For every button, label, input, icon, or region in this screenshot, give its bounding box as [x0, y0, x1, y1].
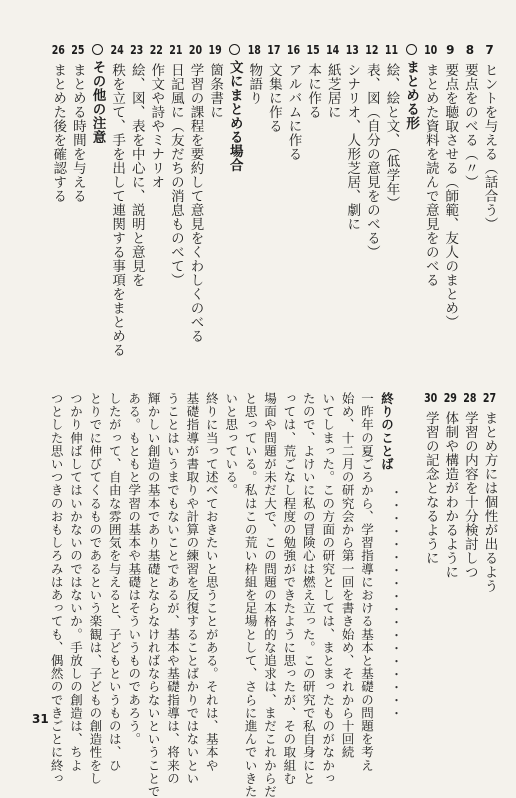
- item-number: 7: [485, 44, 494, 56]
- dotted-separator: ・・・・・・・・・・・・・・・・・・: [389, 486, 403, 720]
- outline-item: [149, 44, 163, 189]
- outline-item: [208, 44, 222, 119]
- afterword-line: つとした思いつきのおもしろみはあっても、偶然のできごとに終っ: [49, 392, 65, 785]
- outline-item: [423, 44, 437, 287]
- circle-bullet-icon: [92, 44, 103, 55]
- item-number: 14: [326, 44, 340, 56]
- outline-item: [286, 44, 300, 161]
- outline-item: [443, 392, 457, 579]
- item-number: 21: [169, 44, 183, 56]
- item-text: 絵、絵と文、（低学年）: [383, 63, 400, 211]
- item-text: 学習の記念となるように: [422, 411, 439, 565]
- item-text: まとめた後を確認する: [50, 63, 67, 203]
- item-number: 27: [482, 392, 497, 404]
- outline-item: [462, 392, 476, 579]
- outline-item: [462, 44, 476, 189]
- outline-item: [129, 44, 143, 287]
- afterword-line: 一昨年の夏ごろから、学習指導における基本と基礎の問題を考え: [359, 392, 375, 772]
- item-text: 作文や詩やミナリオ: [148, 63, 165, 189]
- afterword-title: 終りのことば: [379, 392, 395, 471]
- afterword-line: ある。もともと学習の基本や基礎はそういうものであろう。: [126, 392, 142, 746]
- item-number: 10: [424, 44, 438, 56]
- outline-item: [110, 44, 124, 357]
- afterword-line: とりでに伸びてくるものであるという楽観は、子どもの創造性をし: [87, 392, 103, 785]
- item-number: 28: [463, 392, 477, 404]
- item-text: まとめる形: [403, 60, 420, 130]
- outline-item: [51, 44, 65, 203]
- afterword-line: 輝かしい創造の基本であり基礎とならなければならないということで: [146, 392, 162, 798]
- afterword-line: いてしまった。この方面の研究としては、まとまったものがなかっ: [320, 392, 336, 785]
- item-number: 24: [110, 44, 124, 56]
- item-number: 16: [286, 44, 301, 56]
- outline-item: [227, 44, 241, 172]
- afterword-line: 場面や問題が未だ大で、この問題の本格的な追求は、まだこれからだ: [262, 392, 278, 798]
- item-text: 絵、図、表を中心に、説明と意見を: [128, 63, 145, 287]
- outline-item: [266, 44, 280, 133]
- item-number: 18: [247, 44, 261, 56]
- item-text: 体制や構造がわかるように: [442, 411, 459, 579]
- outline-item: [384, 44, 398, 210]
- outline-item: [443, 44, 457, 329]
- item-text: 文にまとめる場合: [226, 60, 243, 172]
- outline-item: [90, 44, 104, 144]
- afterword-line: うことはいうまでもないことであるが、基本や基礎指導は、将来の: [165, 392, 181, 785]
- outline-item: [345, 44, 359, 231]
- outline-item: [404, 44, 418, 130]
- outline-item: [188, 44, 202, 343]
- outline-item: [70, 44, 84, 203]
- outline-item: [325, 44, 339, 119]
- circle-bullet-icon: [406, 44, 417, 55]
- afterword-line: したがって、自由な雰囲気を与えると、子どもというものは、ひ: [107, 392, 123, 772]
- item-number: 26: [51, 44, 65, 56]
- item-text: 要点を聴取させる（師範、友人のまとめ）: [442, 63, 459, 329]
- page-number: 31: [32, 712, 49, 726]
- item-text: 文集に作る: [265, 63, 282, 133]
- item-number: 30: [424, 392, 438, 404]
- item-text: その他の注意: [89, 60, 106, 144]
- item-text: まとめた資料を読んで意見をのべる: [422, 63, 439, 287]
- outline-item: [247, 44, 261, 105]
- item-text: 紙芝居に: [324, 63, 341, 119]
- item-number: 23: [130, 44, 144, 56]
- afterword-line: たので、よけいに私の冒険心は燃え立った。この研究で私自身にと: [301, 392, 317, 785]
- item-text: 箇条書に: [207, 63, 224, 119]
- item-text: 日記風に（友だちの消息ものべて）: [167, 63, 184, 287]
- afterword-line: 始め、十二月の研究会から第一回を書き始め、それから十回続: [340, 392, 356, 759]
- outline-item: [306, 44, 320, 119]
- afterword-line: 基礎指導が書取りや計算の練習を反復することばかりではないとい: [184, 392, 200, 785]
- item-number: 8: [465, 44, 475, 56]
- item-text: 本に作る: [305, 63, 322, 119]
- item-number: 17: [267, 44, 281, 56]
- outline-item: [423, 392, 437, 565]
- item-number: 22: [149, 44, 163, 56]
- item-text: 要点をのべる（〃）: [461, 63, 478, 189]
- item-text: 秩を立て、手を出して連関する事項をまとめる: [109, 63, 126, 357]
- outline-item: [168, 44, 182, 287]
- item-text: 物語り: [246, 63, 263, 105]
- item-number: 20: [188, 44, 203, 56]
- outline-item: [482, 392, 496, 593]
- afterword-line: いと思っている。: [223, 392, 239, 497]
- item-text: シナリオ、人形芝居、劇に: [344, 63, 361, 231]
- item-number: 15: [306, 44, 320, 56]
- afterword-line: 終りに当って述べておきたいと思うことがある。それは、基本や: [204, 392, 220, 772]
- item-text: アルバムに作る: [285, 63, 302, 161]
- item-number: 12: [365, 44, 379, 56]
- afterword-line: つかり伸ばしてはいかないのではないか。手放しの創造は、ちよ: [68, 392, 84, 772]
- circle-bullet-icon: [229, 44, 240, 55]
- item-number: 29: [443, 392, 457, 404]
- outline-item: [364, 44, 378, 259]
- outline-item: [482, 44, 496, 231]
- afterword-line: と思っている。私はこの荒い枠組を足場として、さらに進んでいきた: [243, 392, 259, 798]
- item-number: 19: [208, 44, 222, 56]
- afterword-line: っては、荒ごなし程度の勉強ができたように思ったが、その取組む: [281, 392, 297, 785]
- item-number: 25: [71, 44, 85, 56]
- item-text: まとめる時間を与える: [69, 63, 86, 203]
- item-number: 11: [384, 44, 399, 56]
- item-text: ヒントを与える（話合う）: [481, 63, 498, 231]
- item-number: 13: [345, 44, 359, 56]
- item-text: 表、図（自分の意見をのべる）: [363, 63, 380, 259]
- item-text: まとめ方には個性が出るよう: [481, 411, 498, 593]
- item-number: 9: [446, 44, 455, 56]
- item-text: 学習の課程を要約して意見をくわしくのべる: [187, 63, 204, 343]
- item-text: 学習の内容を十分検討しつ: [461, 411, 478, 579]
